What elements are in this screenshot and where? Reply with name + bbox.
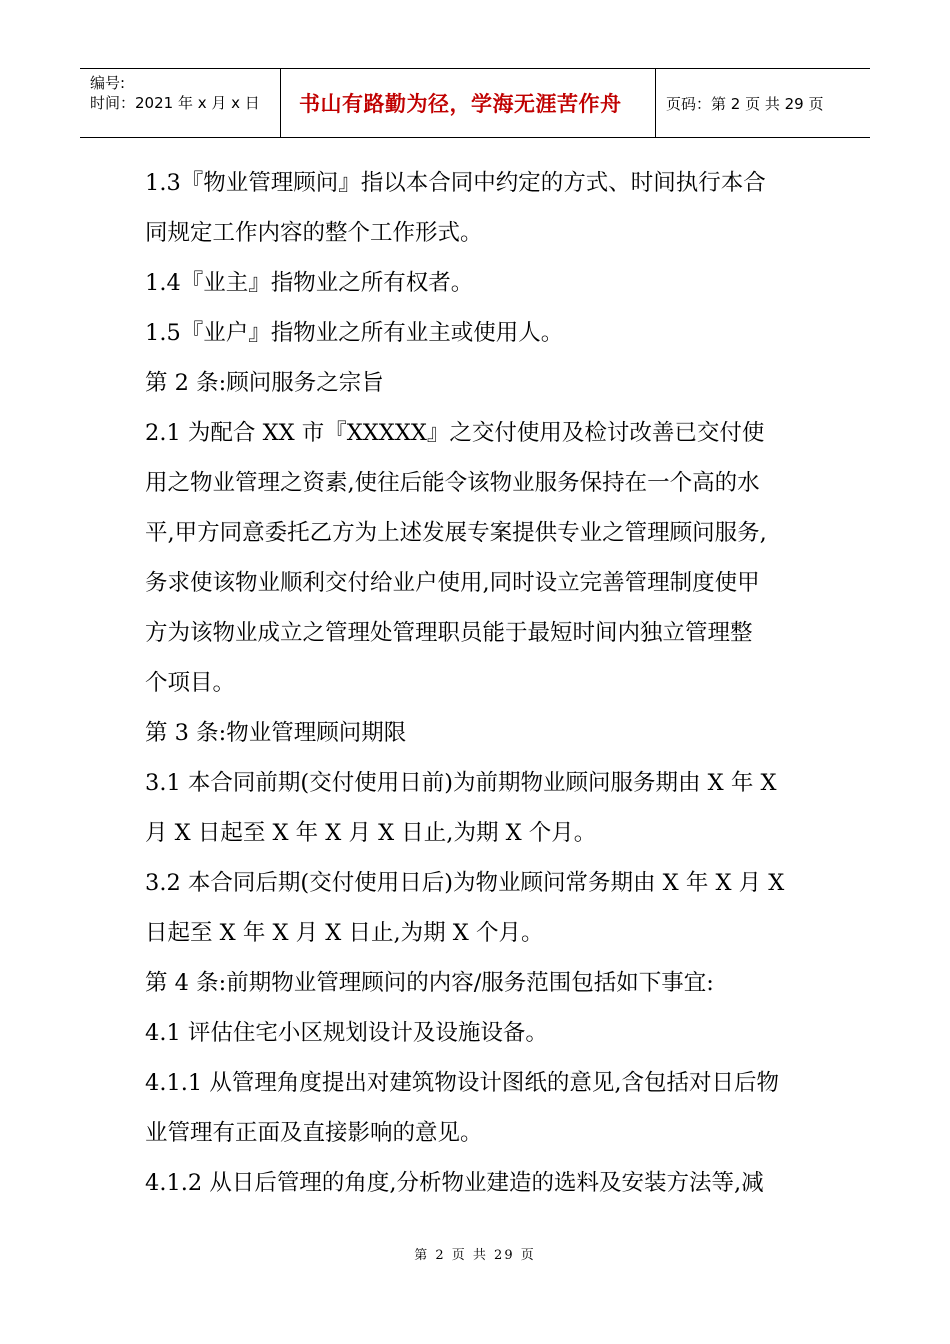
text-line: 务求使该物业顺利交付给业户使用,同时设立完善管理制度使甲 bbox=[145, 570, 760, 596]
text-line: 4.1.1 从管理角度提出对建筑物设计图纸的意见,含包括对日后物 bbox=[145, 1070, 780, 1096]
text-line: 同规定工作内容的整个工作形式。 bbox=[145, 220, 483, 246]
text-line: 4.1.2 从日后管理的角度,分析物业建造的选料及安装方法等,减 bbox=[145, 1170, 764, 1196]
text-line: 2.1 为配合 XX 市『XXXXX』之交付使用及检讨改善已交付使 bbox=[145, 420, 765, 446]
text-line: 平,甲方同意委托乙方为上述发展专案提供专业之管理顾问服务, bbox=[145, 520, 767, 546]
document-date: 时间：2021 年 x 月 x 日 bbox=[90, 94, 260, 112]
document-body bbox=[145, 158, 810, 1208]
text-line: 3.2 本合同后期(交付使用日后)为物业顾问常务期由 X 年 X 月 X bbox=[145, 870, 785, 896]
text-line: 月 X 日起至 X 年 X 月 X 日止,为期 X 个月。 bbox=[145, 820, 597, 846]
text-line: 1.4『业主』指物业之所有权者。 bbox=[145, 270, 474, 296]
text-line: 用之物业管理之资素,使往后能令该物业服务保持在一个高的水 bbox=[145, 470, 760, 496]
page-footer: 第 2 页 共 29 页 bbox=[414, 1248, 536, 1263]
section-heading: 第 4 条:前期物业管理顾问的内容/服务范围包括如下事宜: bbox=[145, 970, 714, 996]
document-number-label: 编号: bbox=[90, 74, 126, 92]
section-heading: 第 2 条:顾问服务之宗旨 bbox=[145, 370, 384, 396]
header-page-info: 页码：第 2 页 共 29 页 bbox=[666, 94, 824, 113]
text-line: 方为该物业成立之管理处管理职员能于最短时间内独立管理整 bbox=[145, 620, 753, 646]
text-line: 4.1 评估住宅小区规划设计及设施设备。 bbox=[145, 1020, 548, 1046]
text-line: 个项目。 bbox=[145, 670, 236, 696]
text-line: 1.3『物业管理顾问』指以本合同中约定的方式、时间执行本合 bbox=[145, 170, 766, 196]
text-line: 业管理有正面及直接影响的意见。 bbox=[145, 1120, 483, 1146]
text-line: 日起至 X 年 X 月 X 日止,为期 X 个月。 bbox=[145, 920, 544, 946]
header-meta bbox=[80, 69, 281, 137]
text-line: 3.1 本合同前期(交付使用日前)为前期物业顾问服务期由 X 年 X bbox=[145, 770, 777, 796]
text-line: 1.5『业户』指物业之所有业主或使用人。 bbox=[145, 320, 564, 346]
section-heading: 第 3 条:物业管理顾问期限 bbox=[145, 720, 407, 746]
page-header bbox=[80, 68, 870, 138]
header-motto: 书山有路勤为径，学海无涯苦作舟 bbox=[281, 69, 656, 137]
